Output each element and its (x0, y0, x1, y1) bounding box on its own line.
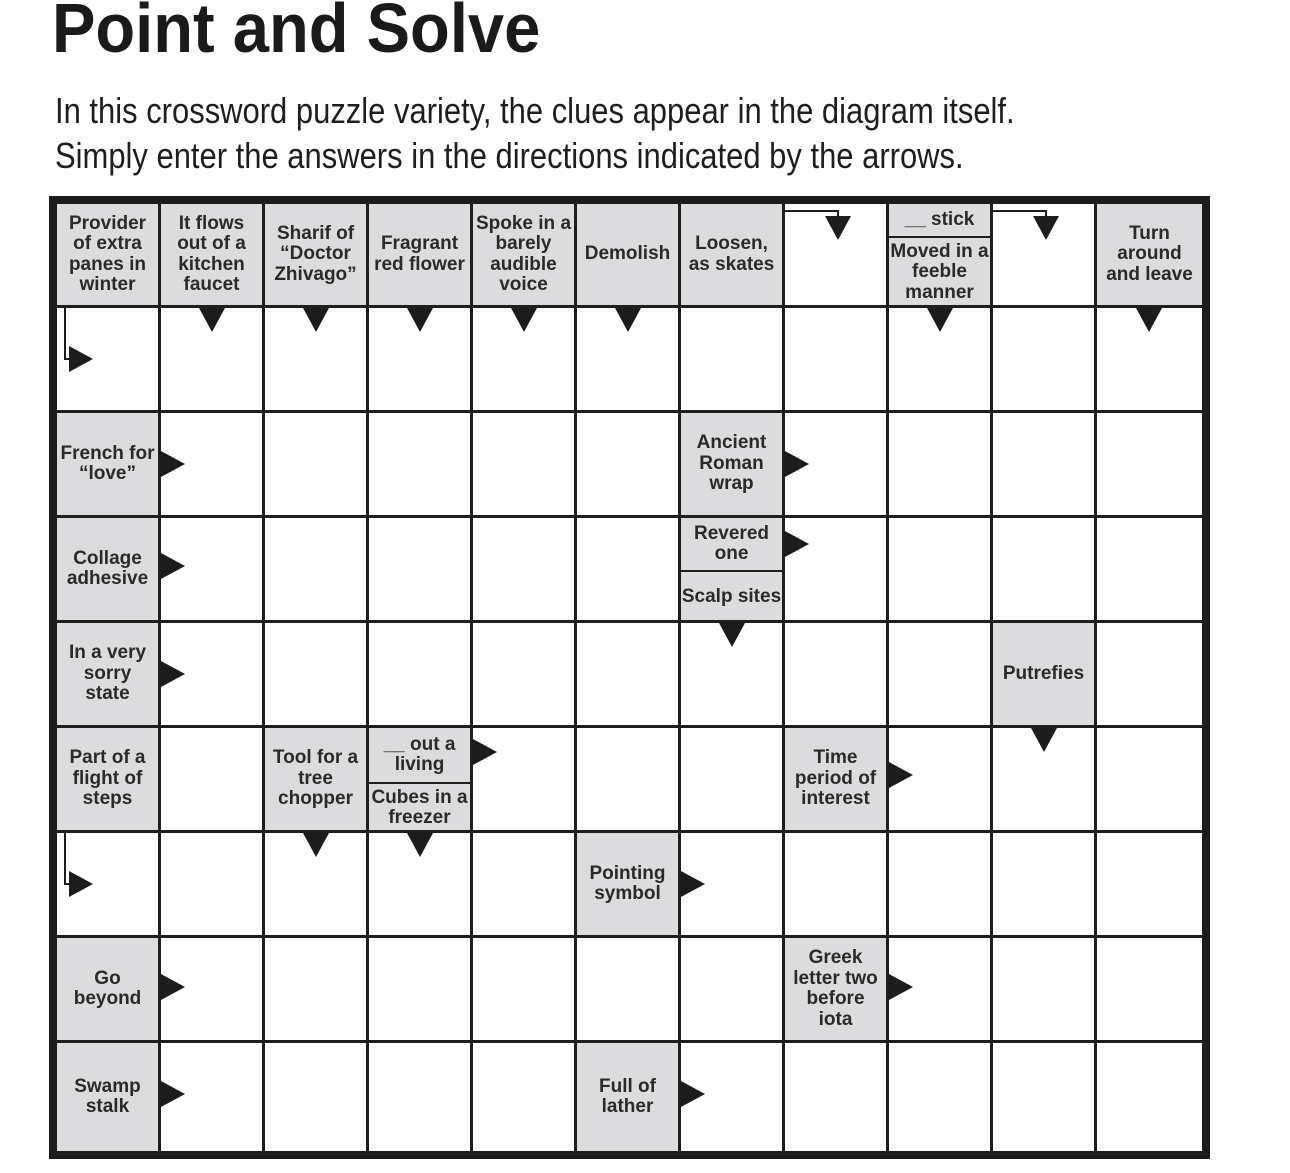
clue-cell-r0c0 (57, 204, 161, 308)
answer-cell-r6c1[interactable] (161, 833, 265, 938)
arrow-right-icon (161, 553, 185, 579)
arrow-right-icon (473, 739, 497, 765)
clue-cell-r5c7 (785, 728, 889, 833)
clue-text: French for “love” (60, 442, 155, 484)
arrow-down-icon (407, 308, 433, 332)
arrow-right-icon (889, 974, 913, 1000)
clue-text: Sharif of “Doctor Zhivago” (274, 222, 357, 285)
clue-text-top: Revered one (681, 518, 782, 572)
clue-cell-r5c2 (265, 728, 369, 833)
clue-text: Spoke in a barely audible voice (475, 212, 572, 295)
clue-text: It flows out of a kitchen faucet (177, 212, 246, 295)
clue-text: Time period of interest (794, 747, 877, 810)
answer-cell-r1c9[interactable] (993, 308, 1097, 413)
instructions-line-1: In this crossword puzzle variety, the clues appear in the diagram itself. (55, 90, 1015, 131)
clue-cell-r0c4 (473, 204, 577, 308)
clue-cell-r8c0 (57, 1043, 161, 1151)
arrow-down-icon (1033, 216, 1059, 240)
arrow-down-icon (1136, 308, 1162, 332)
arrow-right-icon (785, 451, 809, 477)
arrow-right-icon (161, 451, 185, 477)
clue-cell-r0c5 (577, 204, 681, 308)
arrow-down-icon (199, 308, 225, 332)
clue-cell-r8c5 (577, 1043, 681, 1151)
answer-cell-r4c7[interactable] (785, 623, 889, 728)
split-clue-cell-r3c6 (681, 518, 785, 623)
clue-text: Collage adhesive (66, 547, 149, 589)
arrow-right-icon (161, 1081, 185, 1107)
answer-cell-r4c10[interactable] (1097, 623, 1202, 728)
answer-cell-r5c5[interactable] (577, 728, 681, 833)
answer-cell-r6c7[interactable] (785, 833, 889, 938)
answer-cell-r8c8[interactable] (889, 1043, 993, 1151)
clue-text: Tool for a tree chopper (272, 747, 359, 810)
answer-cell-r8c9[interactable] (993, 1043, 1097, 1151)
answer-cell-r8c10[interactable] (1097, 1043, 1202, 1151)
clue-cell-r5c0 (57, 728, 161, 833)
arrow-right-icon (161, 661, 185, 687)
instructions-line-2: Simply enter the answers in the directions indicated by the arrows. (55, 135, 964, 176)
clue-text: Go beyond (73, 967, 142, 1009)
arrow-down-icon (719, 623, 745, 647)
clue-text: Turn around and leave (1106, 222, 1193, 285)
crossword-grid (57, 204, 1202, 1151)
arrow-right-icon (681, 871, 705, 897)
answer-cell-r8c4[interactable] (473, 1043, 577, 1151)
answer-cell-r3c8[interactable] (889, 518, 993, 623)
answer-cell-r2c4[interactable] (473, 413, 577, 518)
answer-cell-r6c4[interactable] (473, 833, 577, 938)
answer-cell-r7c6[interactable] (681, 938, 785, 1043)
answer-cell-r6c10[interactable] (1097, 833, 1202, 938)
clue-text: Fragrant red flower (374, 233, 465, 275)
answer-cell-r7c10[interactable] (1097, 938, 1202, 1043)
arrow-down-icon (407, 833, 433, 857)
answer-cell-r4c5[interactable] (577, 623, 681, 728)
clue-text: In a very sorry state (68, 642, 147, 705)
clue-cell-r2c6 (681, 413, 785, 518)
arrow-down-icon (825, 216, 851, 240)
answer-cell-r3c10[interactable] (1097, 518, 1202, 623)
clue-text: Ancient Roman wrap (696, 432, 767, 495)
clue-cell-r4c9 (993, 623, 1097, 728)
answer-cell-r7c5[interactable] (577, 938, 681, 1043)
arrow-down-icon (303, 308, 329, 332)
answer-cell-r1c7[interactable] (785, 308, 889, 413)
clue-text: Part of a flight of steps (69, 747, 146, 810)
arrow-right-icon (785, 531, 809, 557)
clue-text-bottom: Moved in a feeble manner (890, 240, 989, 303)
arrow-right-icon (161, 974, 185, 1000)
clue-text: Pointing symbol (589, 862, 666, 904)
answer-cell-r2c8[interactable] (889, 413, 993, 518)
answer-cell-r8c2[interactable] (265, 1043, 369, 1151)
answer-cell-r1c6[interactable] (681, 308, 785, 413)
answer-cell-r4c2[interactable] (265, 623, 369, 728)
clue-text: Swamp stalk (74, 1075, 141, 1117)
answer-cell-r7c4[interactable] (473, 938, 577, 1043)
arrow-right-icon (69, 871, 93, 897)
answer-cell-r7c3[interactable] (369, 938, 473, 1043)
answer-cell-r2c10[interactable] (1097, 413, 1202, 518)
arrow-right-icon (69, 346, 93, 372)
answer-cell-r3c5[interactable] (577, 518, 681, 623)
clue-text: Full of lather (599, 1075, 656, 1117)
split-clue-cell-r5c3 (369, 728, 473, 833)
answer-cell-r2c2[interactable] (265, 413, 369, 518)
arrow-down-icon (303, 833, 329, 857)
clue-text: Greek letter two before iota (793, 947, 878, 1030)
bent-arrow-line (993, 210, 1046, 212)
clue-cell-r7c0 (57, 938, 161, 1043)
answer-cell-r8c7[interactable] (785, 1043, 889, 1151)
clue-cell-r6c5 (577, 833, 681, 938)
clue-text: Demolish (584, 243, 671, 265)
answer-cell-r2c5[interactable] (577, 413, 681, 518)
answer-cell-r3c3[interactable] (369, 518, 473, 623)
answer-cell-r7c2[interactable] (265, 938, 369, 1043)
answer-cell-r5c1[interactable] (161, 728, 265, 833)
clue-cell-r0c3 (369, 204, 473, 308)
answer-cell-r6c9[interactable] (993, 833, 1097, 938)
clue-cell-r0c2 (265, 204, 369, 308)
clue-cell-r0c1 (161, 204, 265, 308)
bent-arrow-line (64, 833, 66, 883)
answer-cell-r4c3[interactable] (369, 623, 473, 728)
clue-cell-r2c0 (57, 413, 161, 518)
split-clue-cell-r0c8 (889, 204, 993, 308)
answer-cell-r6c8[interactable] (889, 833, 993, 938)
answer-cell-r2c3[interactable] (369, 413, 473, 518)
instructions (55, 88, 1015, 178)
clue-cell-r0c10 (1097, 204, 1202, 308)
answer-cell-r3c4[interactable] (473, 518, 577, 623)
answer-cell-r3c9[interactable] (993, 518, 1097, 623)
arrow-down-icon (927, 308, 953, 332)
arrow-down-icon (511, 308, 537, 332)
arrow-right-icon (889, 762, 913, 788)
clue-text: Provider of extra panes in winter (68, 212, 147, 295)
clue-cell-r4c0 (57, 623, 161, 728)
answer-cell-r5c6[interactable] (681, 728, 785, 833)
clue-text-top: __ out a living (369, 728, 470, 784)
answer-cell-r3c2[interactable] (265, 518, 369, 623)
clue-text-bottom: Scalp sites (681, 585, 782, 607)
clue-text-bottom: Cubes in a freezer (371, 786, 468, 828)
clue-cell-r0c6 (681, 204, 785, 308)
answer-cell-r4c8[interactable] (889, 623, 993, 728)
bent-arrow-line (785, 210, 838, 212)
clue-cell-r7c7 (785, 938, 889, 1043)
answer-cell-r7c9[interactable] (993, 938, 1097, 1043)
arrow-right-icon (681, 1081, 705, 1107)
arrow-down-icon (1031, 728, 1057, 752)
clue-text: Loosen, as skates (688, 233, 775, 275)
puzzle-title: Point and Solve (52, 0, 541, 67)
bent-arrow-line (64, 308, 66, 358)
answer-cell-r4c4[interactable] (473, 623, 577, 728)
answer-cell-r5c10[interactable] (1097, 728, 1202, 833)
answer-cell-r8c3[interactable] (369, 1043, 473, 1151)
answer-cell-r2c9[interactable] (993, 413, 1097, 518)
clue-text: Putrefies (1002, 662, 1085, 684)
clue-text-top: __ stick (889, 204, 990, 238)
arrow-down-icon (615, 308, 641, 332)
clue-cell-r3c0 (57, 518, 161, 623)
crossword-board (49, 196, 1210, 1159)
